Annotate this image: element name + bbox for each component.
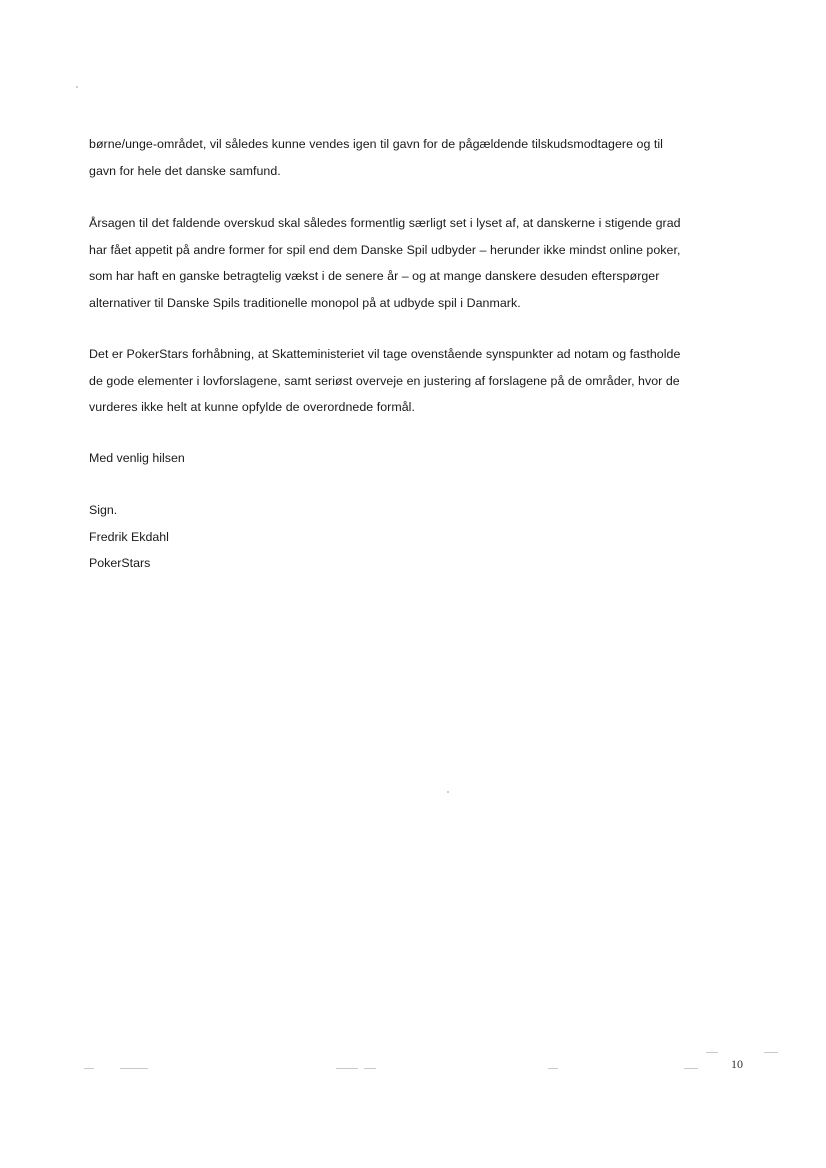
scan-speck bbox=[447, 791, 449, 793]
paragraph-1-line: børne/unge-området, vil således kunne vendes igen til gavn for de pågældende tilskudsmodtagere og til bbox=[89, 137, 663, 151]
paragraph-3-line: Det er PokerStars forhåbning, at Skatteministeriet vil tage ovenstående synspunkter ad notam og fastholde bbox=[89, 347, 681, 361]
paragraph-3-line: vurderes ikke helt at kunne opfylde de overordnede formål. bbox=[89, 400, 415, 414]
scan-mark bbox=[706, 1052, 718, 1053]
paragraph-2-line: som har haft en ganske betragtelig vækst i de senere år – og at mange danskere desuden efterspørger bbox=[89, 269, 660, 283]
scan-mark bbox=[120, 1068, 148, 1069]
paragraph-1-line: gavn for hele det danske samfund. bbox=[89, 163, 281, 178]
scan-mark bbox=[684, 1068, 698, 1069]
scan-mark bbox=[84, 1068, 94, 1069]
paragraph-2-line: alternativer til Danske Spils traditionelle monopol på at udbyde spil i Danmark. bbox=[89, 295, 521, 310]
signature-name: Fredrik Ekdahl bbox=[89, 529, 169, 544]
paragraph-2-line: Årsagen til det faldende overskud skal således formentlig særligt set i lyset af, at danskerne i stigende grad bbox=[89, 216, 681, 230]
scan-mark bbox=[336, 1068, 358, 1069]
signature-company: PokerStars bbox=[89, 556, 151, 570]
paragraph-3 bbox=[89, 341, 749, 421]
paragraph-3-line: de gode elementer i lovforslagene, samt seriøst overveje en justering af forslagene på de områder, hvor de bbox=[89, 373, 680, 388]
scan-mark bbox=[764, 1052, 778, 1053]
paragraph-2 bbox=[89, 210, 749, 316]
paragraph-1 bbox=[89, 131, 749, 184]
scan-speck bbox=[76, 86, 78, 88]
scan-mark bbox=[548, 1068, 558, 1069]
page-number: 10 bbox=[731, 1057, 743, 1071]
scan-mark bbox=[364, 1068, 376, 1069]
signature-block bbox=[89, 497, 169, 577]
closing-greeting: Med venlig hilsen bbox=[89, 451, 185, 465]
paragraph-2-line: har fået appetit på andre former for spil end dem Danske Spil udbyder – herunder ikke mindst online poker, bbox=[89, 242, 681, 257]
signature-sign: Sign. bbox=[89, 503, 118, 517]
